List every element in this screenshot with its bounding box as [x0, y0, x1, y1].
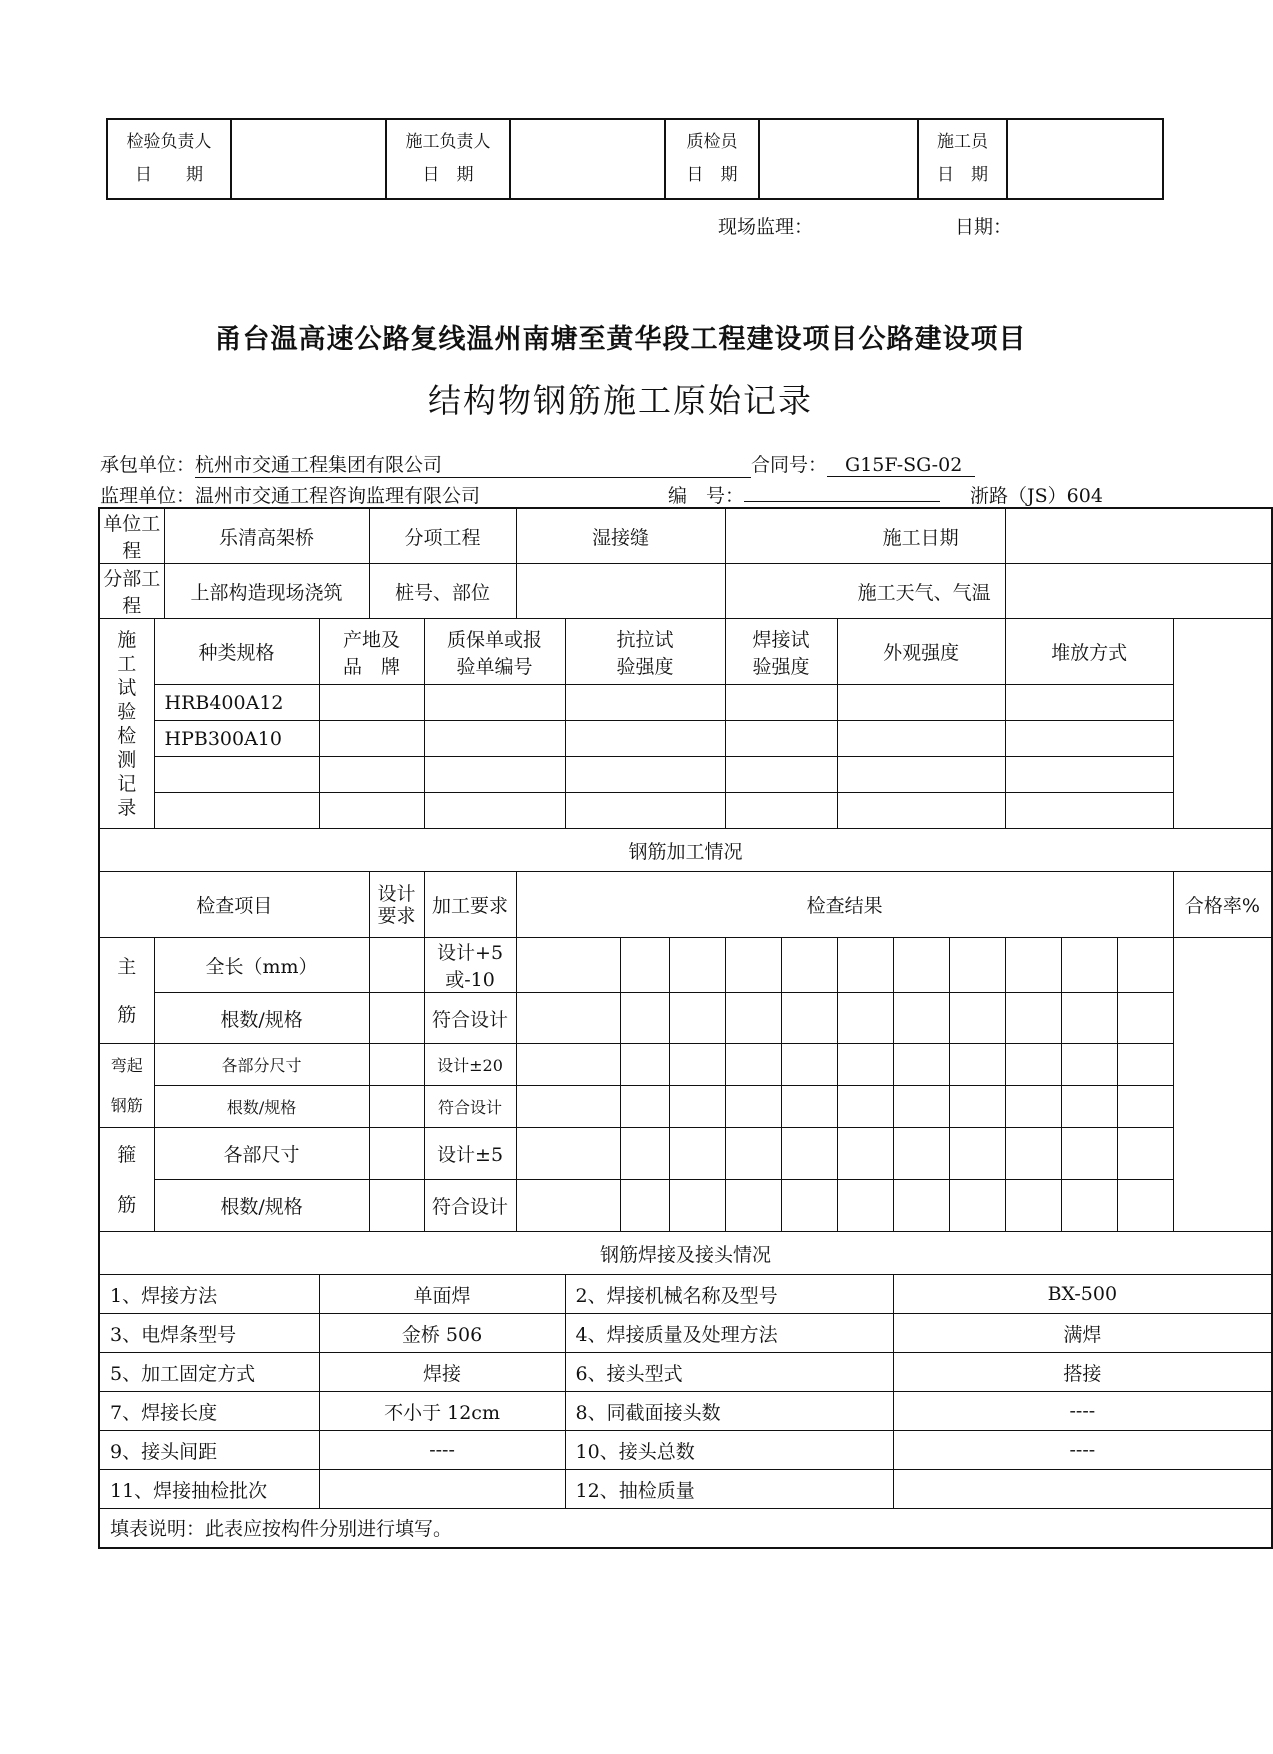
- bent-count-req: 符合设计: [424, 1086, 516, 1128]
- test-row-spec: HRB400A12: [154, 685, 319, 721]
- col-weld-strength: 焊接试 验强度: [725, 619, 837, 685]
- unit-project-value: 乐清高架桥: [164, 508, 369, 564]
- sub-project-label: 分项工程: [369, 508, 516, 564]
- weld-item-value: ----: [319, 1431, 565, 1470]
- construction-date-value[interactable]: [1005, 508, 1272, 564]
- form-title: 结构物钢筋施工原始记录: [428, 381, 813, 420]
- col-type-spec: 种类规格: [154, 619, 319, 685]
- contractor-value: 杭州市交通工程集团有限公司: [195, 450, 751, 478]
- inspection-lead-label: 检验负责人 日 期: [107, 119, 231, 199]
- supervisor-value: 温州市交通工程咨询监理有限公司: [195, 481, 648, 509]
- serial-value[interactable]: [744, 501, 940, 502]
- construction-lead-label: 施工负责人 日 期: [386, 119, 510, 199]
- construction-lead-field[interactable]: [510, 119, 665, 199]
- col-tensile-strength: 抗拉试 验强度: [565, 619, 725, 685]
- constructor-label: 施工员 日 期: [918, 119, 1007, 199]
- weld-item-label: 2、焊接机械名称及型号: [565, 1275, 893, 1314]
- weld-item-value: 金桥 506: [319, 1314, 565, 1353]
- weld-item-value: 焊接: [319, 1353, 565, 1392]
- weld-item-label: 8、同截面接头数: [565, 1392, 893, 1431]
- stirrup-size-req: 设计±5: [424, 1128, 516, 1180]
- stirrup-count-req: 符合设计: [424, 1180, 516, 1232]
- test-row-spec: [154, 757, 319, 793]
- weather-value[interactable]: [1005, 564, 1272, 619]
- stirrup-count-label: 根数/规格: [154, 1180, 369, 1232]
- col-check-result: 检查结果: [516, 872, 1173, 938]
- quality-inspector-label: 质检员 日 期: [665, 119, 759, 199]
- weld-item-label: 6、接头型式: [565, 1353, 893, 1392]
- weld-item-label: 12、抽检质量: [565, 1470, 893, 1509]
- col-warranty-no: 质保单或报 验单编号: [424, 619, 565, 685]
- form-code: 浙路（JS）604: [970, 485, 1103, 507]
- weld-item-value: 不小于 12cm: [319, 1392, 565, 1431]
- welding-section-title: 钢筋焊接及接头情况: [99, 1232, 1272, 1275]
- weld-item-value: 满焊: [893, 1314, 1272, 1353]
- supervisor-line: [100, 481, 1103, 509]
- bent-bar-label: 弯起 钢筋: [99, 1044, 154, 1128]
- test-row-spec: [154, 793, 319, 829]
- contractor-line: [100, 450, 975, 478]
- stirrup-size-label: 各部尺寸: [154, 1128, 369, 1180]
- record-table: [98, 507, 1273, 1549]
- weld-item-value: BX-500: [893, 1275, 1272, 1314]
- signature-table: [106, 118, 1164, 200]
- weld-item-value: ----: [893, 1392, 1272, 1431]
- contract-no-label: 合同号：: [751, 454, 828, 476]
- weld-item-label: 9、接头间距: [99, 1431, 319, 1470]
- division-value: 上部构造现场浇筑: [164, 564, 369, 619]
- main-length-label: 全长（mm）: [154, 938, 369, 993]
- weld-item-value[interactable]: [893, 1470, 1272, 1509]
- bent-size-label: 各部分尺寸: [154, 1044, 369, 1086]
- col-pass-rate: 合格率%: [1173, 872, 1272, 938]
- main-length-req: 设计+5或-10: [424, 938, 516, 993]
- site-supervisor-label: 现场监理：: [718, 216, 814, 238]
- division-label: 分部工程: [99, 564, 164, 619]
- constructor-field[interactable]: [1007, 119, 1163, 199]
- project-title: 甬台温高速公路复线温州南塘至黄华段工程建设项目公路建设项目: [214, 324, 1027, 355]
- main-count-req: 符合设计: [424, 993, 516, 1044]
- weld-item-label: 10、接头总数: [565, 1431, 893, 1470]
- unit-project-label: 单位工程: [99, 508, 164, 564]
- processing-section-title: 钢筋加工情况: [99, 829, 1272, 872]
- fill-note: 填表说明：此表应按构件分别进行填写。: [99, 1509, 1272, 1548]
- test-record-side-label: 施 工 试 验 检 测 记 录: [99, 619, 154, 829]
- construction-date-label: 施工日期: [725, 508, 1005, 564]
- col-processing-requirement: 加工要求: [424, 872, 516, 938]
- station-label: 桩号、部位: [369, 564, 516, 619]
- weld-item-label: 4、焊接质量及处理方法: [565, 1314, 893, 1353]
- weld-item-value: 搭接: [893, 1353, 1272, 1392]
- station-value[interactable]: [516, 564, 725, 619]
- contractor-label: 承包单位：: [100, 454, 196, 476]
- sub-project-value: 湿接缝: [516, 508, 725, 564]
- stirrup-label: 箍 筋: [99, 1128, 154, 1232]
- weld-item-value: ----: [893, 1431, 1272, 1470]
- col-design-requirement: 设计 要求: [369, 872, 424, 938]
- bent-size-req: 设计±20: [424, 1044, 516, 1086]
- test-row-spec: HPB300A10: [154, 721, 319, 757]
- weld-item-label: 7、焊接长度: [99, 1392, 319, 1431]
- main-count-label: 根数/规格: [154, 993, 369, 1044]
- inspection-lead-field[interactable]: [231, 119, 386, 199]
- col-check-item: 检查项目: [99, 872, 369, 938]
- bent-count-label: 根数/规格: [154, 1086, 369, 1128]
- col-storage: 堆放方式: [1005, 619, 1173, 685]
- col-appearance: 外观强度: [837, 619, 1005, 685]
- quality-inspector-field[interactable]: [759, 119, 918, 199]
- weld-item-value: 单面焊: [319, 1275, 565, 1314]
- weather-label: 施工天气、气温: [725, 564, 1005, 619]
- col-origin-brand: 产地及 品 牌: [319, 619, 424, 685]
- main-bar-label: 主 筋: [99, 938, 154, 1044]
- supervisor-label: 监理单位：: [100, 485, 196, 507]
- weld-item-label: 1、焊接方法: [99, 1275, 319, 1314]
- weld-item-label: 3、电焊条型号: [99, 1314, 319, 1353]
- serial-label: 编 号：: [668, 485, 745, 507]
- weld-item-label: 5、加工固定方式: [99, 1353, 319, 1392]
- weld-item-label: 11、焊接抽检批次: [99, 1470, 319, 1509]
- contract-no-value: G15F-SG-02: [827, 454, 975, 477]
- supervisor-date-label: 日期：: [955, 216, 1013, 238]
- weld-item-value[interactable]: [319, 1470, 565, 1509]
